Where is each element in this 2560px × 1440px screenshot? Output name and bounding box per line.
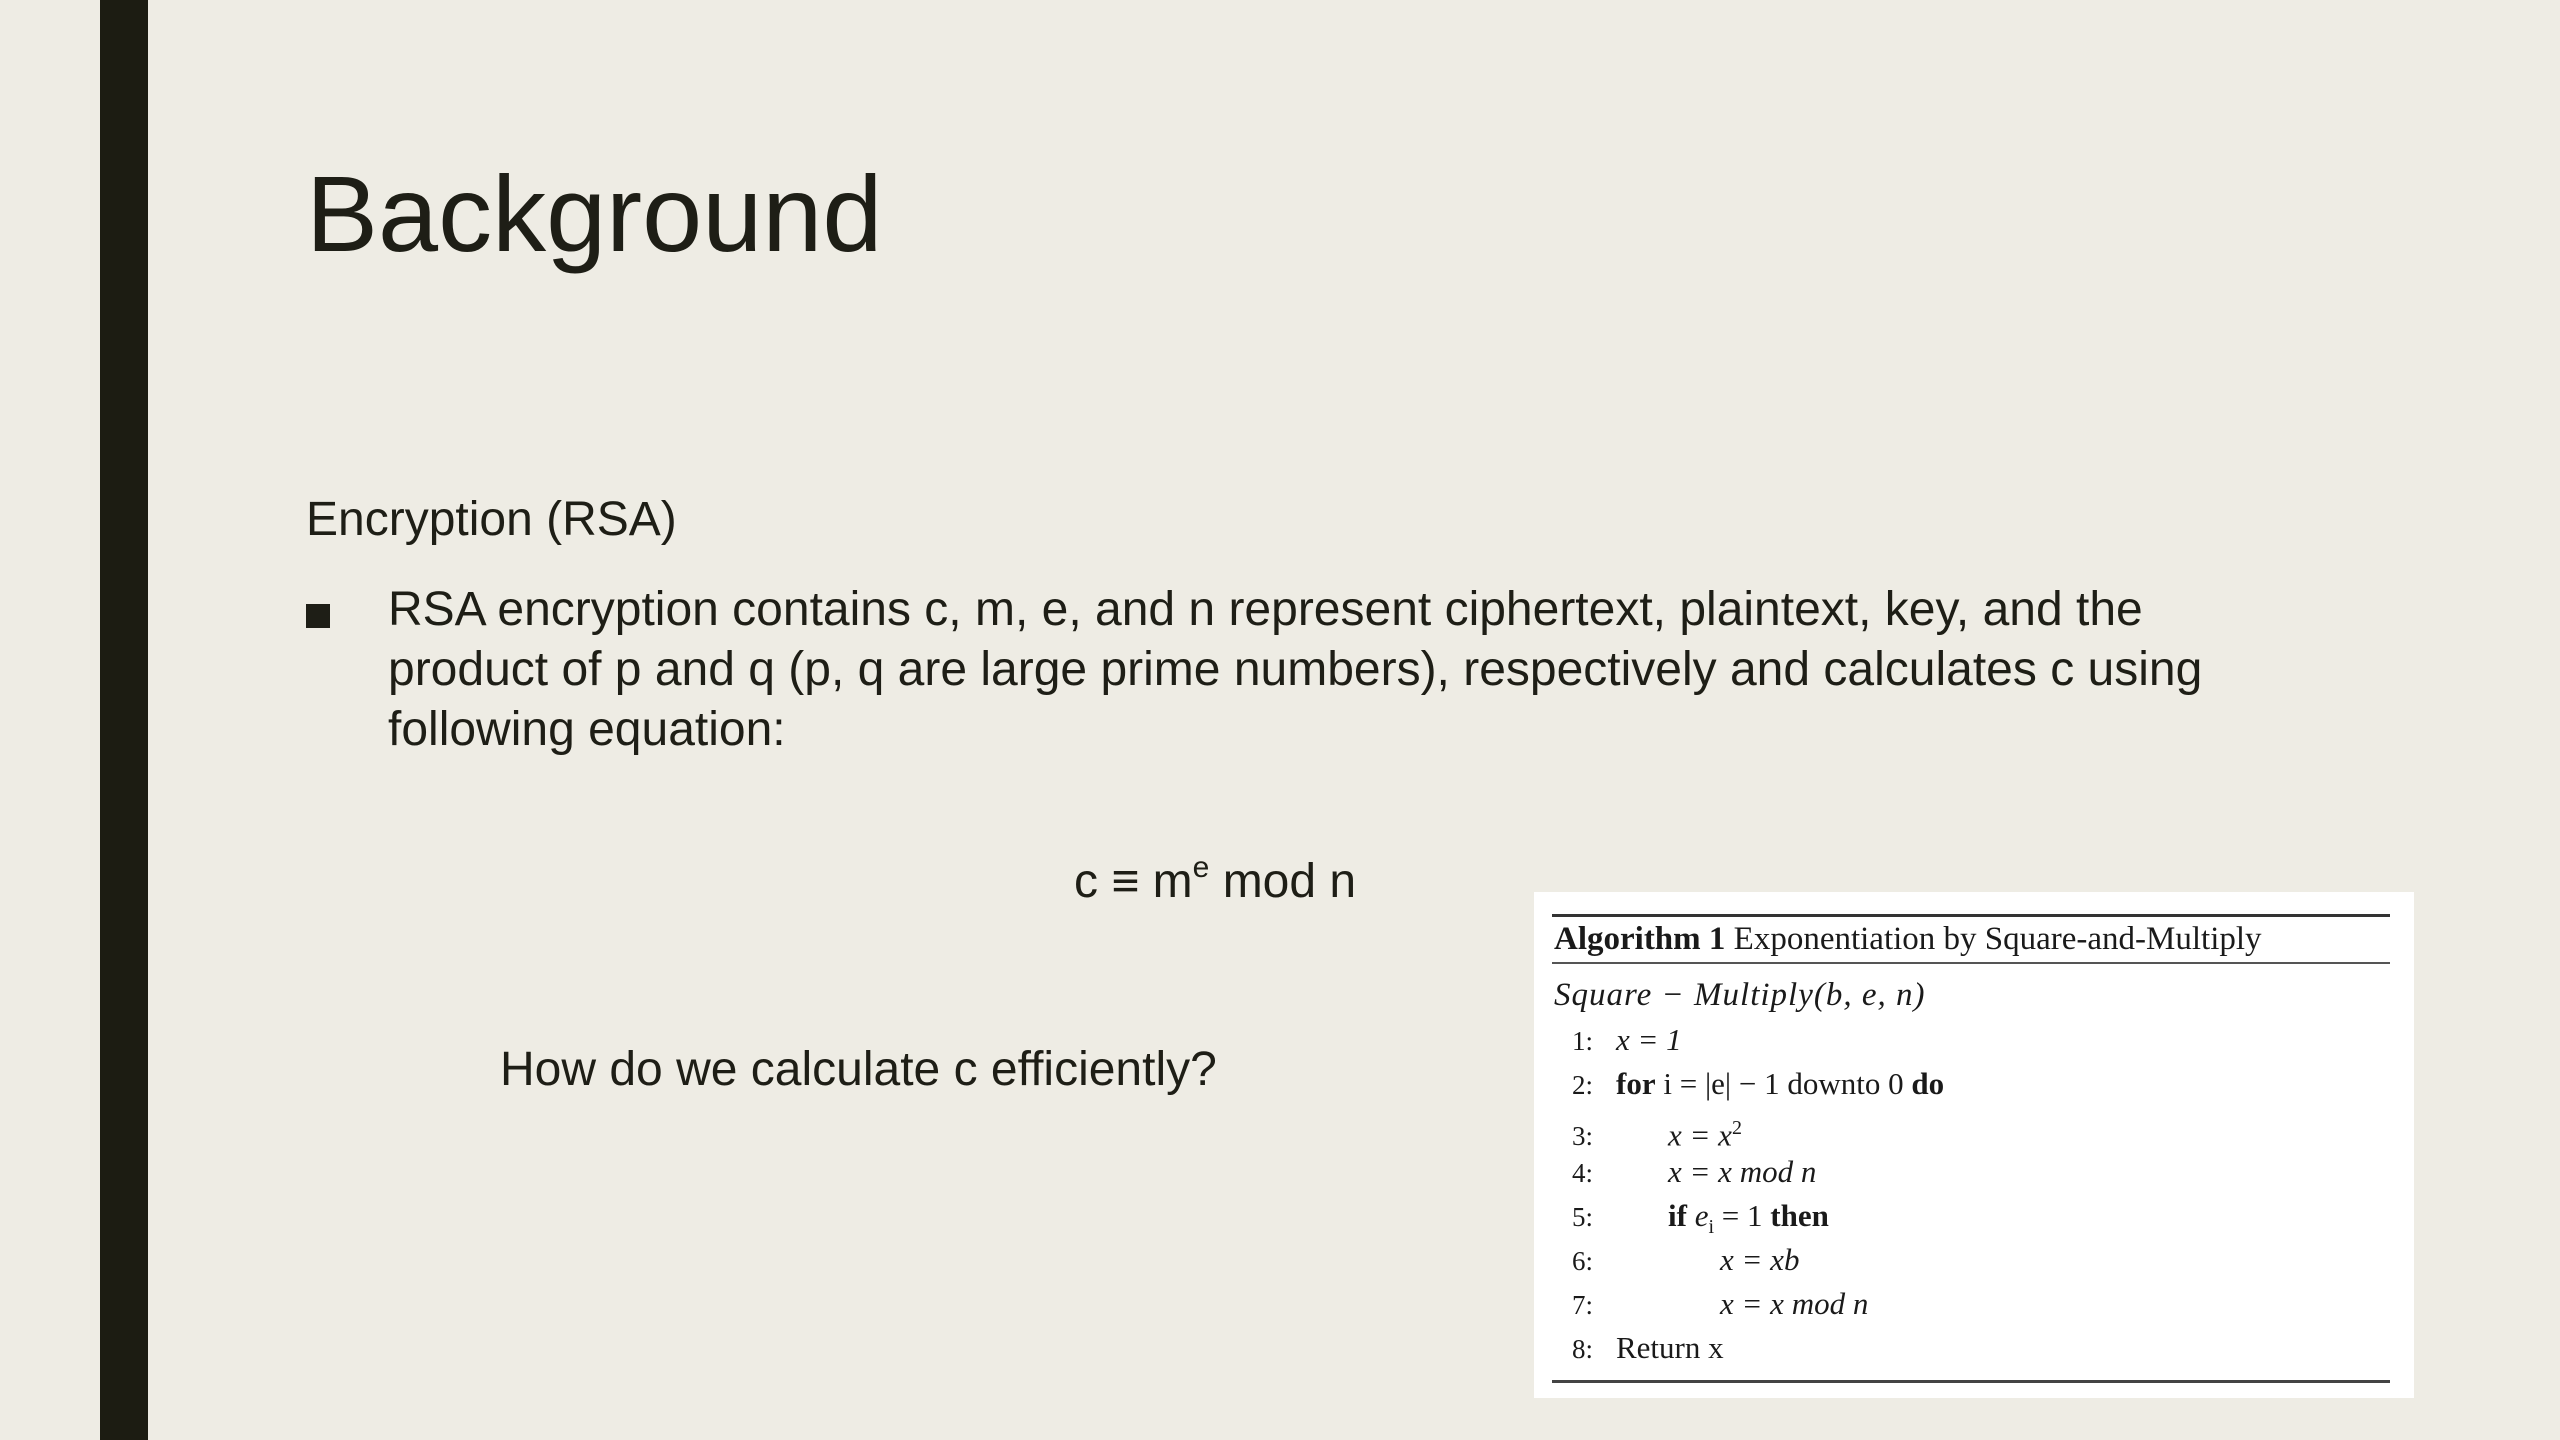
algorithm-line <box>1572 1106 1742 1153</box>
line-code: e <box>1686 1198 1709 1233</box>
line-number: 1: <box>1572 1026 1594 1056</box>
line-number: 5: <box>1572 1202 1594 1232</box>
algorithm-line <box>1572 1238 1799 1282</box>
line-keyword: if <box>1668 1198 1687 1233</box>
line-number: 7: <box>1572 1290 1594 1320</box>
slide-title: Background <box>306 153 883 274</box>
line-code: x = x mod n <box>1668 1154 1817 1189</box>
question-text: How do we calculate c efficiently? <box>500 1043 1217 1096</box>
line-number: 8: <box>1572 1334 1594 1364</box>
algorithm-box <box>1534 892 2414 1398</box>
line-code: x = xb <box>1720 1242 1800 1277</box>
algorithm-line <box>1572 1326 1724 1370</box>
line-number: 4: <box>1572 1158 1594 1188</box>
line-number: 3: <box>1572 1121 1594 1152</box>
algorithm-line <box>1572 1282 1868 1326</box>
line-code: x = x mod n <box>1720 1286 1869 1321</box>
section-heading: Encryption (RSA) <box>306 493 677 546</box>
equation-lhs: c ≡ m <box>1074 855 1193 908</box>
bullet-text: RSA encryption contains c, m, e, and n represent ciphertext, plaintext, key, and the product of p and q (p, q are large prime numbers), respectively and calculates c using following equation: <box>388 583 2203 756</box>
line-code: x = x <box>1668 1117 1732 1153</box>
line-keyword: then <box>1770 1198 1829 1233</box>
line-code: = 1 <box>1714 1198 1771 1233</box>
line-subscript: i <box>1708 1216 1715 1239</box>
line-code: i = |e| − 1 downto 0 <box>1655 1066 1912 1101</box>
line-superscript: 2 <box>1731 1117 1742 1139</box>
algorithm-line <box>1572 1062 1944 1106</box>
left-accent-bar <box>100 0 148 1440</box>
line-code: x = 1 <box>1616 1022 1682 1057</box>
algorithm-caption <box>1554 916 2262 962</box>
algorithm-line <box>1572 1150 1816 1194</box>
algorithm-bottom-rule <box>1552 1380 2390 1383</box>
algorithm-label: Algorithm 1 <box>1554 921 1726 957</box>
algorithm-signature: Square − Multiply(b, e, n) <box>1554 977 1926 1013</box>
square-bullet-icon <box>306 604 330 628</box>
algorithm-line <box>1572 1194 1829 1238</box>
line-number: 2: <box>1572 1070 1594 1100</box>
algorithm-caption-rule <box>1552 962 2390 964</box>
algorithm-title: Exponentiation by Square-and-Multiply <box>1725 921 2262 957</box>
equation-rhs: mod n <box>1209 855 1357 908</box>
line-keyword: do <box>1911 1066 1945 1101</box>
line-code: Return x <box>1616 1330 1724 1365</box>
line-number: 6: <box>1572 1246 1594 1276</box>
algorithm-line <box>1572 1018 1682 1062</box>
line-keyword: for <box>1616 1066 1656 1101</box>
equation-exponent: e <box>1192 851 1210 884</box>
rsa-equation <box>1074 852 1356 912</box>
